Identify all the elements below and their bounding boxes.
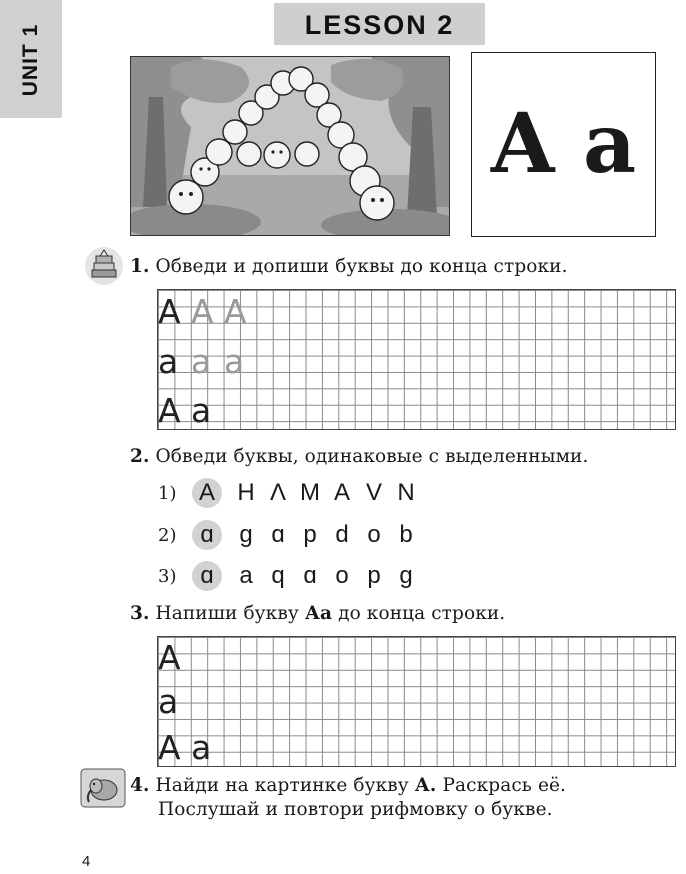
task1-row2 (158, 342, 257, 381)
task1-letter: a (191, 342, 212, 381)
elephant-icon (80, 768, 126, 808)
task1-row3 (158, 391, 224, 430)
option-letter[interactable]: M (300, 479, 320, 506)
task4-instruction-line2: Послушай и повтори рифмовку о букве. (158, 799, 553, 820)
page-number: 4 (82, 853, 91, 870)
option-letter[interactable]: p (367, 562, 381, 589)
task1-letter: A (191, 292, 214, 331)
unit-tab (0, 0, 62, 118)
task1-instruction (130, 256, 568, 277)
task4-text-before: Найди на картинке букву (155, 775, 409, 796)
option-letter[interactable]: p (303, 521, 317, 548)
task2-row-1 (158, 478, 422, 510)
task4-number: 4. (130, 775, 150, 796)
task2-row-3 (158, 561, 422, 593)
option-letter[interactable]: ɑ (303, 562, 317, 589)
task4-text-after: Раскрась её. (442, 775, 567, 796)
task1-letter: a (158, 342, 179, 381)
task1-number: 1. (130, 256, 150, 277)
task1-writing-grid[interactable] (157, 289, 676, 430)
task2-text: Обведи буквы, одинаковые с выделенными. (155, 446, 589, 467)
task1-text: Обведи и допиши буквы до конца строки. (155, 256, 568, 277)
task2-number: 2. (130, 446, 150, 467)
option-letter[interactable]: d (335, 521, 349, 548)
task1-letter: A (224, 292, 247, 331)
task2-row-2 (158, 520, 422, 552)
task1-letter: a (191, 391, 212, 430)
task3-instruction (130, 603, 505, 624)
option-letter[interactable]: V (365, 479, 382, 506)
highlighted-letter: ɑ (192, 561, 222, 591)
task1-row1 (158, 292, 257, 331)
task1-letter: a (224, 342, 245, 381)
apples-forming-letter-a-illustration (131, 57, 449, 235)
option-letter[interactable]: g (399, 562, 413, 589)
option-letter[interactable]: A (333, 479, 350, 506)
illustration-apple-letter-a (130, 56, 450, 236)
letter-card: A a (471, 52, 656, 237)
book-stack-icon (82, 246, 126, 286)
unit-label: UNIT 1 (19, 23, 42, 97)
task1-letter: A (158, 292, 181, 331)
task3-text-before: Напиши букву (155, 603, 299, 624)
task2-row-label: 3) (158, 565, 177, 587)
lesson-title: LESSON 2 (274, 3, 485, 45)
option-letter[interactable]: q (271, 562, 285, 589)
task2-row-label: 1) (158, 482, 177, 504)
option-letter[interactable]: ɑ (271, 521, 285, 548)
option-letter[interactable]: g (239, 521, 253, 548)
highlighted-letter: A (192, 478, 222, 508)
task2-row-label: 2) (158, 524, 177, 546)
option-letter[interactable]: o (367, 521, 381, 548)
option-letter[interactable]: N (397, 479, 415, 506)
task3-row3: A a (158, 728, 212, 767)
option-letter[interactable]: b (399, 521, 413, 548)
option-letter[interactable]: o (335, 562, 349, 589)
option-letter[interactable]: Λ (269, 479, 287, 506)
task3-row2: a (158, 682, 179, 721)
option-letter[interactable]: a (239, 562, 253, 589)
highlighted-letter: ɑ (192, 520, 222, 550)
task1-letter: A (158, 391, 181, 430)
task3-number: 3. (130, 603, 150, 624)
task4-instruction-line1 (130, 775, 566, 796)
task3-row1: A (158, 638, 181, 677)
option-letter[interactable]: H (237, 479, 255, 506)
task3-writing-grid[interactable] (157, 636, 676, 767)
task3-text-bold: Аа (304, 603, 333, 624)
task3-text-after: до конца строки. (338, 603, 506, 624)
task4-text-bold: А. (414, 775, 437, 796)
task2-instruction (130, 446, 588, 467)
